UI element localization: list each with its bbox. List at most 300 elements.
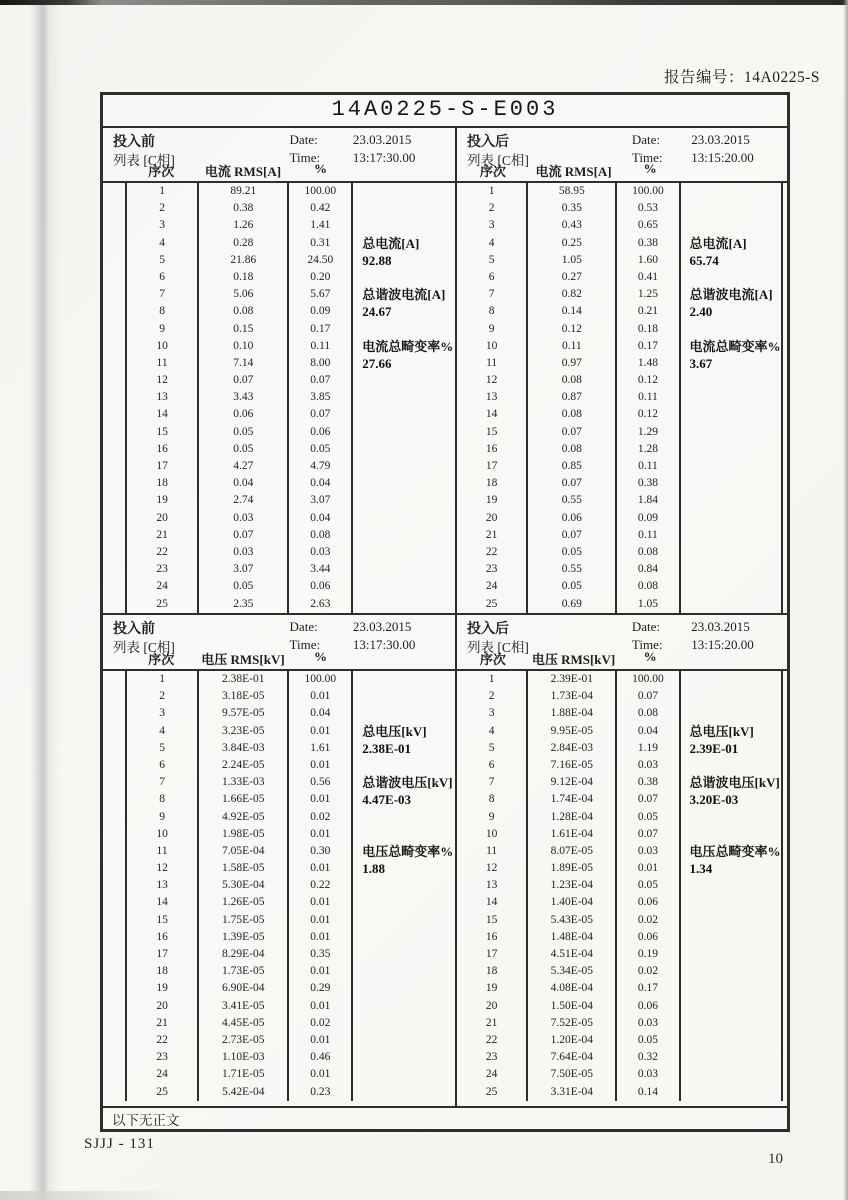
table-cell: 20 [156,999,168,1012]
summary-label: 总电压[kV] [689,723,754,739]
table-cell: 0.08 [310,528,331,541]
table-cell: 18 [156,477,168,490]
percent-column [617,671,680,1101]
table-cell: 25 [156,597,168,610]
report-number-label: 报告编号： [664,69,745,86]
table-cell: 1.88E-04 [550,707,594,720]
column-headers [125,649,455,668]
table-cell: 7 [488,776,495,789]
table-cell: 0.08 [637,707,658,720]
summary-label: 电压总畸变率% [689,844,781,859]
table-cell: 2 [159,202,165,215]
table-cell: 1.33E-03 [222,776,265,789]
table-cell: 0.11 [561,339,582,352]
table-cell: 6 [488,270,495,283]
table-cell: 0.04 [310,511,331,524]
table-cell: 1.05 [561,253,582,266]
table-cell: 24 [156,1068,168,1081]
current-after-table [457,183,787,613]
table-cell: 0.69 [561,597,582,610]
table-cell: 5 [159,741,165,754]
table-cell: 5.43E-05 [550,913,594,926]
table-cell: 13 [156,391,168,404]
table-cell: 8 [488,305,495,318]
table-cell: 58.95 [558,185,585,197]
table-cell: 0.46 [310,1051,331,1064]
table-cell: 1.74E-04 [550,793,594,806]
voltage-after-header [457,613,787,671]
table-cell: 0.53 [637,202,658,215]
table-cell: 0.01 [310,1068,331,1081]
table-cell: 4.51E-04 [550,948,594,960]
table-cell: 0.09 [310,305,331,318]
table-cell: 0.22 [310,879,331,892]
summary-label: 总电压[kV] [362,723,427,739]
table-cell: 9 [159,810,165,823]
col-header-note [682,649,783,668]
table-cell: 1.50E-04 [550,999,594,1012]
summary-value: 3.67 [689,356,713,371]
table-cell: 0.04 [310,477,331,490]
summary-item [690,774,779,808]
table-cell: 25 [156,1085,168,1098]
table-cell: 25 [485,597,498,610]
summary-item [362,235,453,269]
table-cell: 0.35 [310,948,331,960]
percent-column [289,671,353,1101]
current-before-header [103,128,455,183]
col-header-note [353,649,455,668]
summary-item [362,338,453,372]
table-cell: 100.00 [304,673,337,685]
summary-value: 65.74 [689,252,719,268]
table-cell: 0.38 [637,477,658,490]
table-cell: 16 [485,930,498,943]
table-cell: 0.11 [638,460,658,472]
table-cell: 0.08 [561,408,582,421]
table-cell: 0.01 [310,690,331,703]
col-header-pct: % [643,161,657,176]
list-phase-label: 列表 [C相] [113,640,175,655]
table-cell: 0.05 [233,442,254,455]
table-cell: 24.50 [307,253,334,266]
table-cell: 0.07 [233,374,254,387]
table-cell: 0.27 [561,270,582,283]
summary-value: 3.20E-03 [689,792,739,808]
table-cell: 7 [159,288,165,301]
table-cell: 6 [159,758,165,771]
table-cell: 6.90E-04 [222,982,265,995]
table-cell: 1.39E-05 [222,930,265,943]
table-cell: 0.87 [561,391,582,404]
table-cell: 0.03 [637,758,658,771]
table-cell: 15 [156,913,168,926]
summary-value: 24.67 [362,304,392,320]
table-cell: 5 [488,253,495,266]
table-cell: 0.55 [561,563,582,576]
table-cell: 4 [488,724,495,737]
column-headers [125,161,455,180]
table-cell: 0.11 [310,339,331,352]
table-cell: 0.01 [310,862,331,875]
table-cell: 5.30E-04 [222,879,265,892]
table-cell: 0.07 [637,793,658,806]
summary-item [690,723,779,757]
table-cell: 0.35 [561,202,582,215]
table-cell: 0.03 [637,1068,658,1081]
date-value: 23.03.2015 [352,619,412,634]
table-cell: 0.02 [310,1016,331,1029]
table-cell: 0.07 [233,528,254,541]
table-cell: 9.57E-05 [222,707,265,720]
table-cell: 14 [156,408,168,421]
table-cell: 0.12 [637,374,658,387]
table-cell: 0.06 [637,896,658,909]
table-cell: 0.07 [637,690,658,703]
table-cell: 8 [159,793,165,806]
table-cell: 10 [485,339,498,352]
date-label: Date: [631,619,661,634]
table-cell: 5.06 [233,288,254,301]
table-cell: 0.05 [561,580,582,593]
table-cell: 0.19 [637,948,658,960]
table-cell: 7.05E-04 [222,844,265,857]
table-cell: 23 [156,1051,168,1064]
table-cell: 3.84E-03 [222,741,265,754]
table-body [457,671,783,1101]
table-cell: 0.07 [561,477,582,490]
table-cell: 2 [159,690,165,703]
table-cell: 19 [485,982,498,995]
table-cell: 0.06 [637,930,658,943]
table-cell: 1.84 [637,494,658,507]
table-cell: 19 [485,494,498,507]
table-cell: 2 [488,202,495,215]
table-cell: 0.03 [233,545,254,558]
table-cell: 4 [159,724,165,737]
table-cell: 3.31E-04 [550,1085,594,1098]
scan-left-shadow [30,5,62,1200]
table-cell: 1.41 [310,219,331,232]
summary-item [362,843,453,877]
table-cell: 0.41 [637,270,658,283]
state-label: 投入后 [467,622,509,637]
table-cell: 1.60 [637,253,658,266]
table-cell: 0.21 [637,305,658,318]
table-cell: 0.42 [310,202,331,215]
table-cell: 1.40E-04 [550,896,594,909]
col-header-seq: 序次 [479,164,506,179]
table-cell: 0.01 [310,1033,331,1046]
table-cell: 10 [156,827,168,840]
table-cell: 1.48 [637,356,658,369]
table-cell: 0.38 [637,776,658,789]
table-cell: 0.02 [637,965,658,978]
rms-column [199,671,289,1101]
table-cell: 4.27 [233,460,254,472]
table-cell: 7.52E-05 [550,1016,594,1029]
table-cell: 8.29E-04 [222,948,265,960]
table-cell: 1.71E-05 [222,1068,265,1081]
date-value: 23.03.2015 [691,619,750,634]
table-cell: 1.75E-05 [222,913,265,926]
report-number-value: 14A0225-S [744,69,820,86]
table-cell: 9.95E-05 [550,724,594,737]
table-cell: 1.73E-04 [550,690,594,703]
table-cell: 5 [159,253,165,266]
table-cell: 0.05 [233,425,254,438]
table-cell: 1.28 [637,442,658,455]
table-cell: 0.03 [310,545,331,558]
table-cell: 0.85 [561,460,582,472]
table-cell: 3 [159,707,165,720]
table-cell: 3.07 [310,494,331,507]
time-value: 13:17:30.00 [352,150,416,165]
table-cell: 15 [156,425,168,438]
table-cell: 22 [156,545,168,558]
table-cell: 0.43 [561,219,582,232]
summary-label: 电流总畸变率% [362,338,454,354]
summary-item [362,723,453,757]
summary-item [690,286,779,320]
table-cell: 0.08 [637,580,658,593]
table-cell: 23 [156,563,168,576]
table-cell: 3.41E-05 [222,999,265,1012]
summary-column [681,183,781,613]
table-cell: 100.00 [632,673,664,685]
table-cell: 0.05 [637,810,658,823]
table-cell: 0.01 [310,999,331,1012]
table-cell: 0.07 [561,425,582,438]
table-cell: 0.06 [561,511,582,524]
col-header-rms: 电压 RMS[kV] [201,652,285,667]
summary-label: 总谐波电压[kV] [362,775,453,791]
summary-label: 总谐波电流[A] [689,287,773,303]
col-header-pct: % [643,649,657,664]
table-cell: 0.06 [310,580,331,593]
table-cell: 1.61 [310,741,331,754]
table-cell: 0.08 [561,374,582,387]
table-cell: 0.14 [561,305,582,318]
table-cell: 1.19 [637,741,658,754]
table-cell: 12 [485,862,498,875]
table-cell: 3.23E-05 [222,724,265,737]
table-cell: 3.44 [310,563,331,576]
list-phase-label: 列表 [C相] [467,153,529,168]
table-cell: 0.05 [561,545,582,558]
table-cell: 2.73E-05 [222,1033,265,1046]
summary-value: 1.34 [689,861,713,877]
table-cell: 16 [156,930,168,943]
voltage-before-header [103,613,455,671]
table-cell: 4 [488,236,495,249]
table-body [125,671,455,1101]
table-cell: 0.01 [310,930,331,943]
table-cell: 8.00 [310,356,331,369]
table-cell: 0.08 [561,442,582,455]
table-cell: 1.23E-04 [550,879,594,892]
list-phase-label: 列表 [C相] [467,640,529,655]
summary-value: 27.66 [362,356,392,371]
summary-label: 电流总畸变率% [689,338,781,354]
table-cell: 11 [156,844,168,857]
table-cell: 3 [488,219,495,232]
summary-column [353,183,455,613]
table-cell: 0.15 [233,322,254,335]
table-cell: 0.17 [637,339,658,352]
summary-value: 4.47E-03 [362,792,412,808]
percent-column [289,183,353,613]
table-cell: 20 [156,511,168,524]
voltage-after-table [457,671,787,1101]
col-header-seq: 序次 [148,652,175,667]
table-cell: 9.12E-04 [550,776,594,789]
table-cell: 7.50E-05 [550,1068,594,1081]
table-cell: 1.73E-05 [222,965,265,978]
table-cell: 0.01 [310,827,331,840]
table-cell: 0.10 [233,339,254,352]
table-cell: 5.42E-04 [222,1085,265,1098]
table-cell: 16 [485,442,498,455]
table-cell: 1 [488,185,495,197]
rms-column [528,183,617,613]
after-column [457,128,787,1106]
table-cell: 3.07 [233,563,254,576]
table-cell: 21 [485,1016,498,1029]
table-cell: 15 [485,913,498,926]
summary-item [690,235,779,269]
table-cell: 21 [485,528,498,541]
table-cell: 0.17 [637,982,658,995]
table-cell: 19 [156,494,168,507]
table-cell: 10 [485,827,498,840]
table-cell: 0.14 [637,1085,658,1098]
table-cell: 1 [488,673,495,685]
table-cell: 1.58E-05 [222,862,265,875]
table-cell: 0.04 [233,477,254,490]
summary-item [362,774,453,808]
table-cell: 8 [488,793,495,806]
date-label: Date: [289,619,318,634]
table-cell: 0.07 [637,827,658,840]
col-header-rms: 电压 RMS[kV] [531,652,616,667]
table-cell: 14 [485,408,498,421]
table-cell: 23 [485,1051,498,1064]
table-cell: 0.01 [310,913,331,926]
table-cell: 11 [486,356,498,369]
form-code: SJJJ - 131 [84,1136,155,1152]
before-column [103,128,457,1106]
table-cell: 0.05 [233,580,254,593]
col-header-seq: 序次 [479,652,506,667]
table-cell: 1.20E-04 [550,1033,594,1046]
summary-label: 总电流[A] [689,235,747,251]
scan-top-edge [0,0,848,5]
tables-area [103,128,787,1106]
table-cell: 0.12 [561,322,582,335]
table-cell: 0.07 [561,528,582,541]
table-cell: 0.55 [561,494,582,507]
table-cell: 0.03 [637,844,658,857]
scan-right-edge [843,0,848,1200]
table-cell: 15 [485,425,498,438]
list-phase-label: 列表 [C相] [113,153,175,168]
table-cell: 25 [485,1085,498,1098]
time-value: 13:15:20.00 [691,637,754,652]
col-header-pct: % [314,161,328,176]
summary-value: 1.88 [362,861,386,877]
table-cell: 8 [159,305,165,318]
table-cell: 6 [488,758,495,771]
table-cell: 2.74 [233,494,254,507]
table-body [457,183,783,613]
summary-column [353,671,455,1101]
table-cell: 9 [488,322,495,335]
table-cell: 0.38 [637,236,658,249]
table-cell: 9 [488,810,495,823]
table-cell: 0.02 [637,913,658,926]
table-cell: 0.82 [561,288,582,301]
table-cell: 0.12 [637,408,658,421]
table-cell: 4.45E-05 [222,1016,265,1029]
current-after-header [457,128,787,183]
table-cell: 3.18E-05 [222,690,265,703]
table-cell: 3 [159,219,165,232]
table-cell: 17 [156,948,168,960]
summary-value: 2.38E-01 [362,740,412,756]
table-cell: 0.17 [310,322,331,335]
summary-item [362,286,453,320]
table-cell: 1 [159,185,165,197]
seq-column [457,183,528,613]
time-value: 13:17:30.00 [352,637,416,652]
time-label: Time: [631,150,663,165]
table-cell: 0.30 [310,844,331,857]
document-title: 14A0225-S-E003 [103,95,787,128]
col-header-note [353,161,455,180]
table-cell: 8.07E-05 [550,844,594,857]
table-cell: 10 [156,339,168,352]
table-cell: 22 [156,1033,168,1046]
table-cell: 18 [485,477,498,490]
summary-label: 电压总畸变率% [362,844,454,859]
table-cell: 0.04 [310,707,331,720]
table-cell: 23 [485,563,498,576]
table-cell: 7 [488,288,495,301]
table-cell: 3 [488,707,495,720]
table-cell: 13 [156,879,168,892]
table-cell: 0.32 [637,1051,658,1064]
table-cell: 5.67 [310,288,331,301]
page-number: 10 [768,1151,783,1167]
table-body [125,183,455,613]
table-cell: 0.20 [310,270,331,283]
table-cell: 0.38 [233,202,254,215]
table-cell: 21 [156,1016,168,1029]
rms-column [528,671,617,1101]
table-cell: 21.86 [230,253,257,266]
state-label: 投入后 [467,135,509,150]
table-cell: 0.08 [233,305,254,318]
state-label: 投入前 [113,135,155,150]
report-table-frame [100,92,790,1132]
table-cell: 1.61E-04 [550,827,594,840]
table-cell: 0.01 [310,965,331,978]
table-cell: 2.39E-01 [550,673,594,685]
table-cell: 14 [485,896,498,909]
date-value: 23.03.2015 [352,132,412,147]
table-cell: 0.65 [637,219,658,232]
